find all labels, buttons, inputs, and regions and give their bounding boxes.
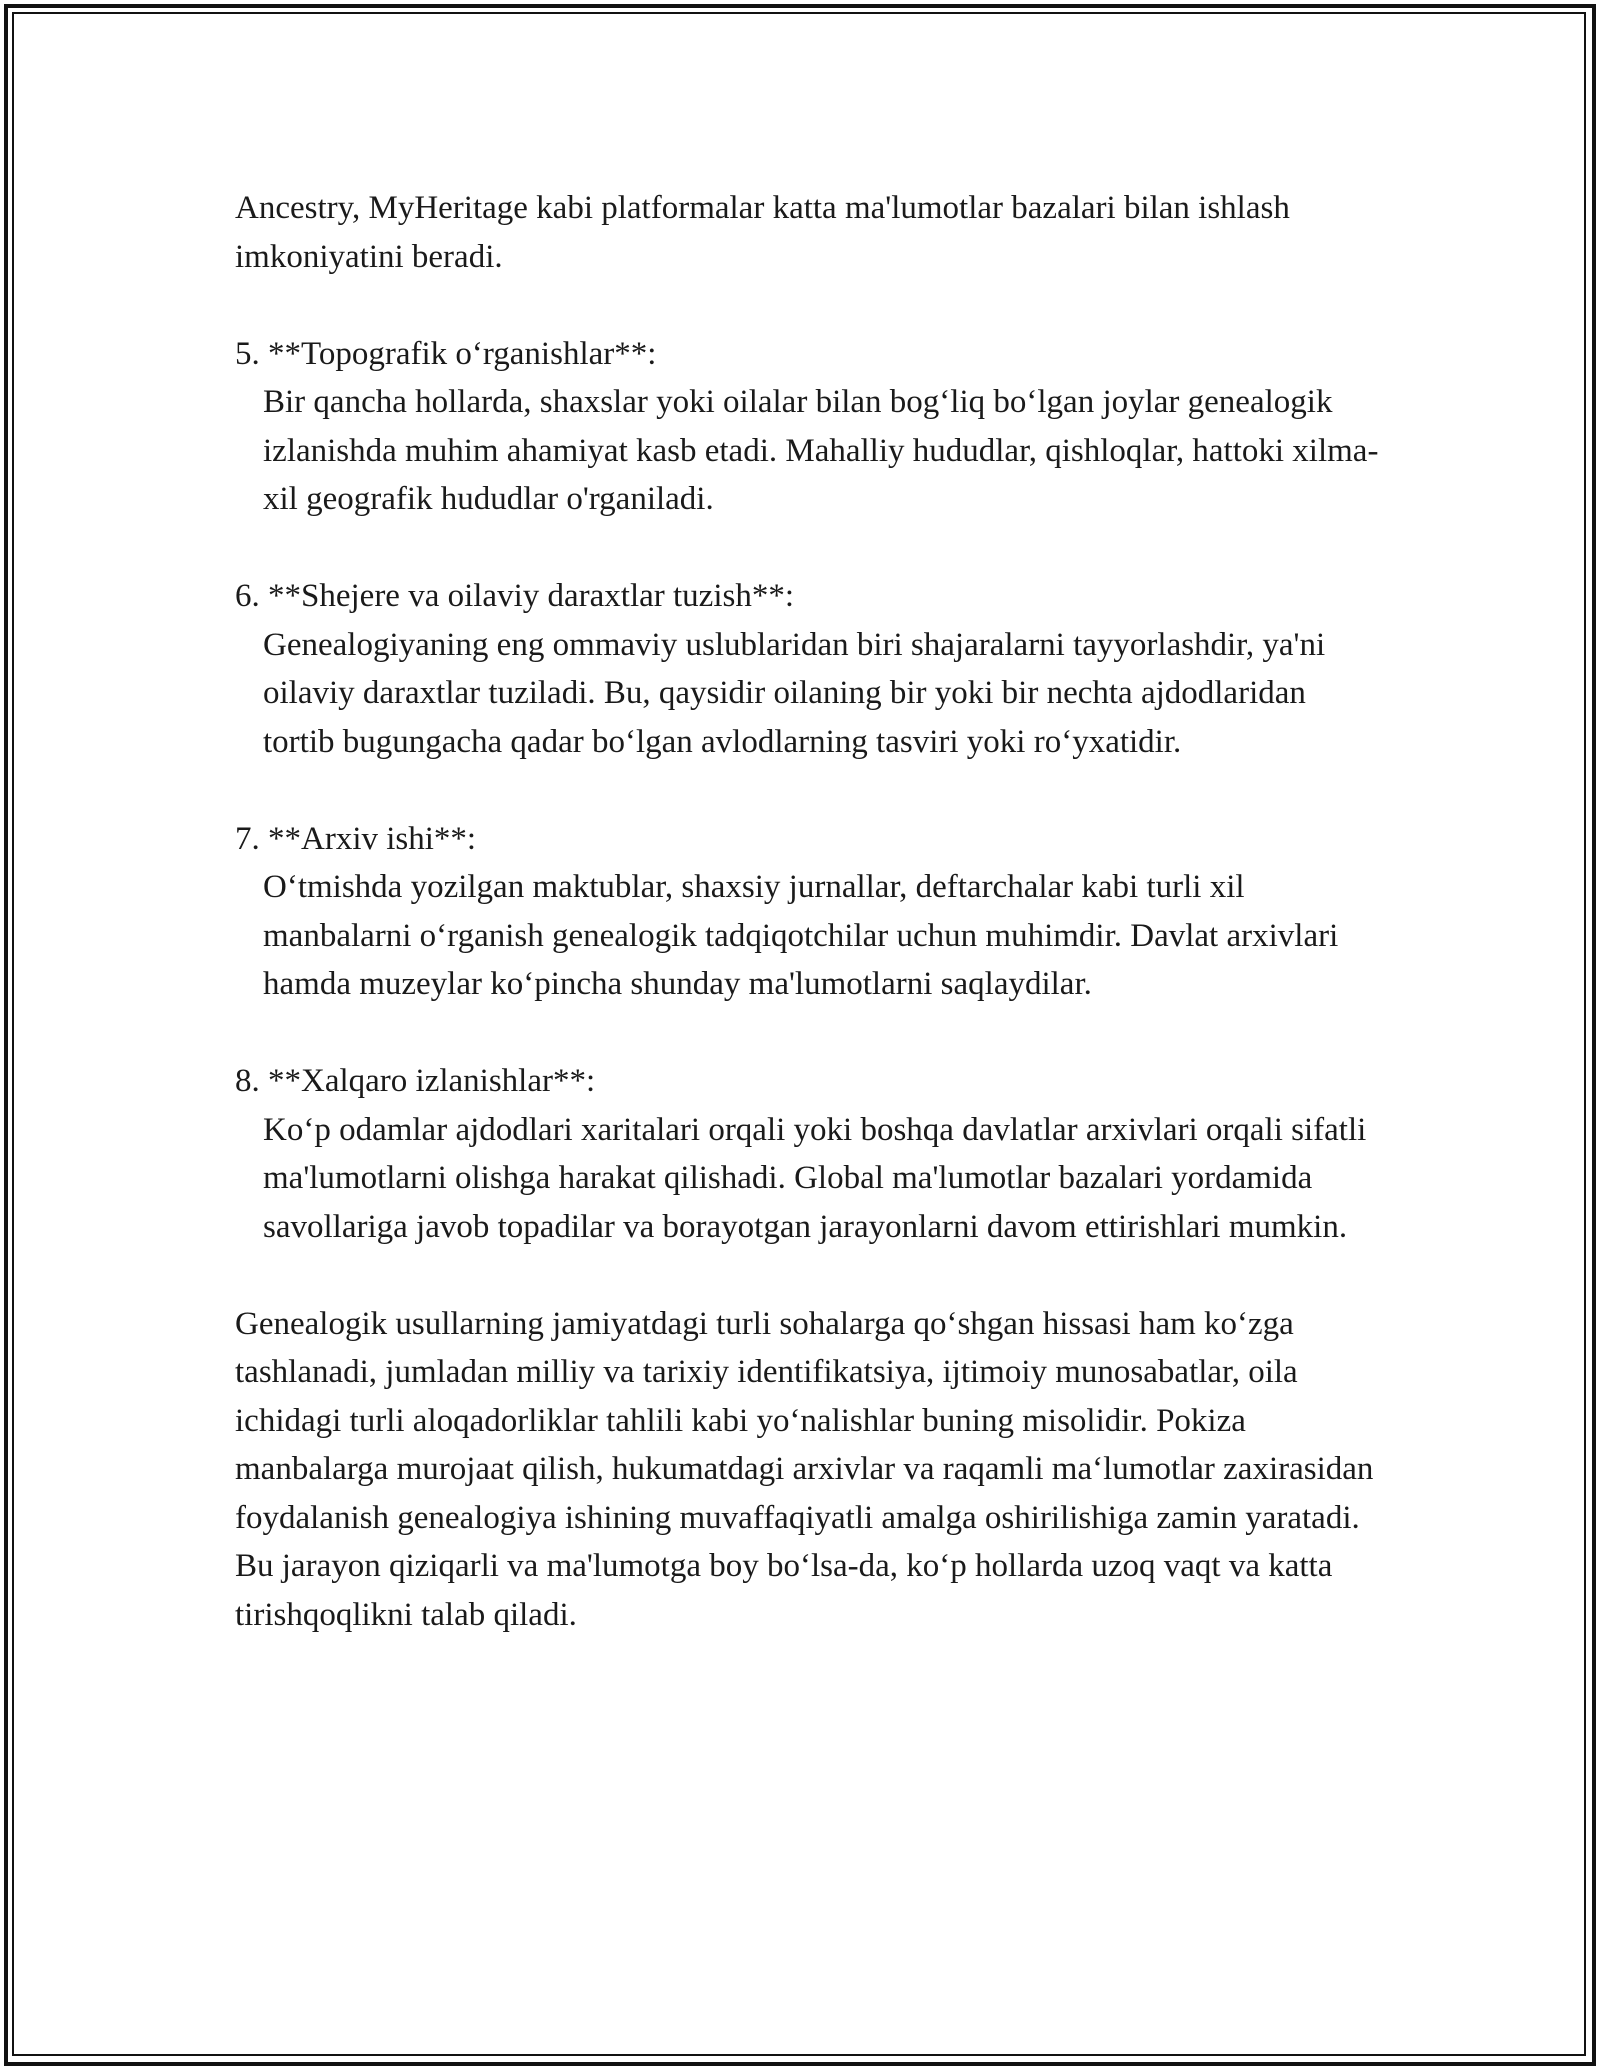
section-body: Bir qancha hollarda, shaxslar yoki oilalar bilan bog‘liq bo‘lgan joylar genealogik izlanishda muhim ahamiyat kasb etadi. Mahalliy hududlar, qishloqlar, hattoki xilma-xil geografik hududlar o'rganiladi. bbox=[263, 384, 1379, 517]
intro-paragraph: Ancestry, MyHeritage kabi platformalar katta ma'lumotlar bazalari bilan ishlash imkoniyatini beradi. bbox=[235, 190, 1290, 275]
section-heading: 7. **Arxiv ishi**: bbox=[235, 820, 477, 857]
conclusion-paragraph: Genealogik usullarning jamiyatdagi turli sohalarga qo‘shgan hissasi ham ko‘zga tashlanadi, jumladan milliy va tarixiy identifikatsiya, ijtimoiy munosabatlar, oila ichidagi turli aloqadorliklar tahlili kabi yo‘nalishlar buning misolidir. Pokiza manbalarga murojaat qilish, hukumatdagi arxivlar va raqamli ma‘lumotlar zaxirasidan foydalanish genealogiya ishining muvaffaqiyatli amalga oshirilishiga zamin yaratadi. Bu jarayon qiziqarli va ma'lumotga boy bo‘lsa-da, ko‘p hollarda uzoq vaqt va katta tirishqoqlikni talab qiladi. bbox=[235, 1305, 1374, 1633]
section-heading: 8. **Xalqaro izlanishlar**: bbox=[235, 1063, 596, 1099]
section-archive bbox=[235, 815, 1385, 1009]
section-heading: 6. **Shejere va oilaviy daraxtlar tuzish**: bbox=[235, 578, 795, 614]
section-topographic bbox=[235, 330, 1385, 524]
section-body: Ko‘p odamlar ajdodlari xaritalari orqali yoki boshqa davlatlar arxivlari orqali sifatli ma'lumotlarni olishga harakat qilishadi. Global ma'lumotlar bazalari yordamida savollariga javob topadilar va borayotgan jarayonlarni davom ettirishlari mumkin. bbox=[263, 1111, 1367, 1245]
section-body: O‘tmishda yozilgan maktublar, shaxsiy jurnallar, deftarchalar kabi turli xil manbalarni o‘rganish genealogik tadqiqotchilar uchun muhimdir. Davlat arxivlari hamda muzeylar ko‘pincha shunday ma'lumotlarni saqlaydilar. bbox=[263, 869, 1339, 1002]
section-heading: 5. **Topografik o‘rganishlar**: bbox=[235, 335, 657, 372]
section-international bbox=[235, 1057, 1385, 1251]
document-body bbox=[235, 184, 1385, 1639]
section-family-tree bbox=[235, 572, 1385, 766]
conclusion-block bbox=[235, 1300, 1385, 1640]
section-body: Genealogiyaning eng ommaviy uslublaridan biri shajaralarni tayyorlashdir, ya'ni oilaviy daraxtlar tuziladi. Bu, qaysidir oilaning bir yoki bir nechta ajdodlaridan tortib bugungacha qadar bo‘lgan avlodlarning tasviri yoki ro‘yxatidir. bbox=[263, 626, 1326, 760]
